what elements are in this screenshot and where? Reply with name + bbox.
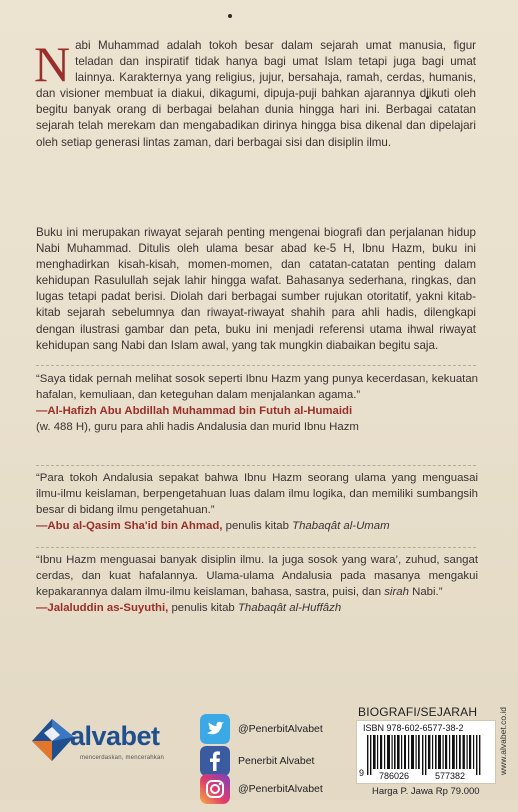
isbn-number: ISBN 978-602-6577-38-2 xyxy=(363,723,464,733)
quote-author-desc: (w. 488 H), guru para ahli hadis Andalusia dan murid Ibnu Hazm xyxy=(36,420,359,433)
social-instagram[interactable] xyxy=(200,778,370,812)
isbn-barcode xyxy=(356,720,496,784)
drop-cap: N xyxy=(34,36,71,92)
barcode-bars xyxy=(367,735,487,775)
endorsement-quote xyxy=(36,372,478,436)
quote-author: —Jalaluddin as-Suyuthi, xyxy=(36,601,169,614)
barcode-right-digits: 577382 xyxy=(435,771,466,781)
barcode-left-digits: 786026 xyxy=(379,771,410,781)
divider xyxy=(36,365,476,366)
facebook-icon xyxy=(200,746,230,776)
publisher-tagline: mencerdaskan, mencerahkan xyxy=(80,755,165,761)
divider xyxy=(36,547,476,548)
genre-label: BIOGRAFI/SEJARAH xyxy=(358,705,478,719)
book-title: Thabaqât al-Huffâzh xyxy=(237,601,342,614)
price-label: Harga P. Jawa Rp 79.000 xyxy=(372,786,480,797)
ink-dot xyxy=(228,14,232,18)
synopsis-paragraph-1 xyxy=(36,38,476,151)
social-twitter[interactable] xyxy=(200,714,370,748)
twitter-handle: @PenerbitAlvabet xyxy=(238,723,323,735)
paragraph-text: abi Muhammad adalah tokoh besar dalam sejarah umat manusia, figur teladan dan inspiratif tidak hanya bagi umat Islam tetapi juga bagi umat lainnya. Karakternya yang religius, jujur, bersahaja, ramah, cerdas, humanis, dan visioner membuat ia diakui, dikagumi, dipuja-puji bahkan ajarannya diikuti oleh begitu banyak orang di berbagai belahan dunia hingga hari ini. Berbagai catatan sejarah telah merekam dan mengabadikan dirinya hingga bisa dikenal dan dipelajari oleh setiap generasi lintas zaman, dari berbagai sisi dan disiplin ilmu. xyxy=(36,39,476,149)
divider xyxy=(36,465,476,466)
synopsis-paragraph-2 xyxy=(36,225,476,354)
endorsement-quote xyxy=(36,553,478,617)
quote-text-italic: sirah xyxy=(384,585,409,598)
publisher-website[interactable]: www.alvabet.co.id xyxy=(498,706,508,775)
twitter-icon xyxy=(200,714,230,744)
book-title: Thabaqât al-Umam xyxy=(292,519,390,532)
instagram-handle: @PenerbitAlvabet xyxy=(238,783,323,795)
quote-text: Nabi.” xyxy=(408,585,443,598)
publisher-name: alvabet xyxy=(70,721,160,751)
endorsement-quote xyxy=(36,471,478,535)
paragraph-text: Buku ini merupakan riwayat sejarah penting mengenai biografi dan perjalanan hidup Nabi Muhammad. Ditulis oleh ulama besar abad ke-5 H, Ibnu Hazm, buku ini menghadirkan kisah-kisah, momen-momen, dan catatan-catatan penting dalam kehidupan Rasulullah sejak lahir hingga wafat. Bahasanya sederhana, ringkas, dan lugas tetapi padat berisi. Diolah dari berbagai sumber rujukan otoritatif, yakni kitab-kitab sejarah sebelumnya dan riwayat-riwayat shahih para ahli hadis, dilengkapi dengan ilustrasi gambar dan peta, buku ini menjadi referensi utama ihwal riwayat kehidupan sang Nabi dan Islam awal, yang tak mungkin diabaikan begitu saja. xyxy=(36,226,476,352)
quote-author: —Abu al-Qasim Sha'id bin Ahmad, xyxy=(36,519,223,532)
quote-text: “Saya tidak pernah melihat sosok seperti Ibnu Hazm yang punya kecerdasan, kekuatan hafalan, kemuliaan, dan keteguhan dalam menjalankan agama.” xyxy=(36,373,478,401)
quote-author-desc: penulis kitab xyxy=(222,519,293,532)
quote-text: “Para tokoh Andalusia sepakat bahwa Ibnu Hazm seorang ulama yang menguasai ilmu-ilmu keislaman, berpengetahuan luas dalam ilmu logika, dan memiliki sumbangsih besar di bidang ilmu pengetahuan.” xyxy=(36,472,478,516)
facebook-page: Penerbit Alvabet xyxy=(238,755,315,767)
barcode-lead-digit: 9 xyxy=(359,768,365,778)
quote-author-desc: penulis kitab xyxy=(168,601,238,614)
quote-author: —Al-Hafizh Abu Abdillah Muhammad bin Futuh al-Humaidi xyxy=(36,404,353,417)
quote-text: “Ibnu Hazm menguasai banyak disiplin ilmu. Ia juga sosok yang wara’, zuhud, sangat cerdas, dan kuat hafalannya. Ulama-ulama Andalusia pada masanya mengakui kepakarannya dalam ilmu-ilmu keislaman, bahasa, sastra, puisi, dan xyxy=(36,554,478,598)
publisher-logo xyxy=(30,712,190,772)
